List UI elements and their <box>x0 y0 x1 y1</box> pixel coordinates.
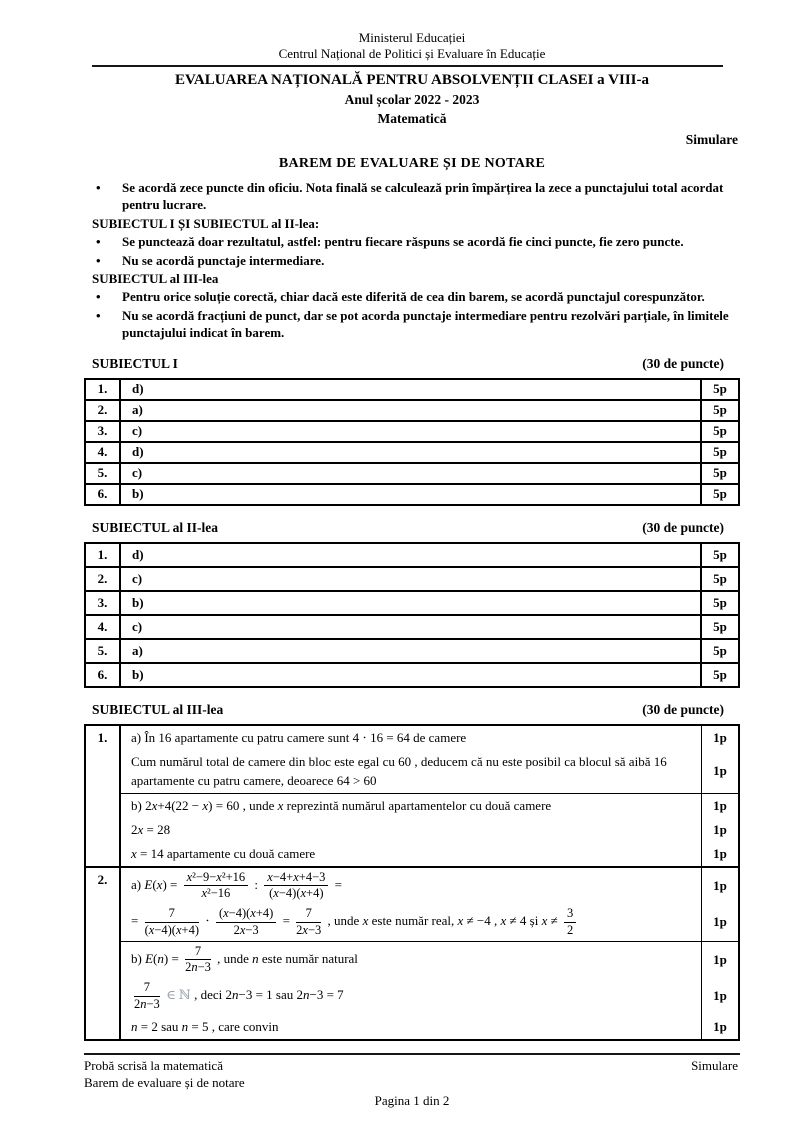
row-points: 5p <box>700 485 738 504</box>
footer-divider <box>84 1053 740 1055</box>
row-answer: a) <box>132 402 143 418</box>
solution-line <box>121 750 738 793</box>
row-number: 2. <box>86 401 121 420</box>
row-points: 5p <box>700 640 738 662</box>
points-cell: 1p <box>701 942 738 979</box>
fraction-numerator: 7 <box>296 907 321 923</box>
subiect2-table <box>84 542 740 688</box>
rule-text: Se acordă zece puncte din oficiu. Nota finală se calculează prin împărțirea la zece a punctajului total acordat pentru lucrare. <box>122 180 724 213</box>
footer-row <box>84 1058 740 1092</box>
bullet-icon: • <box>96 252 101 268</box>
fraction-numerator: 7 <box>134 981 160 997</box>
school-year: Anul școlar 2022 - 2023 <box>344 92 480 107</box>
footer-doc-name: Barem de evaluare și de notare <box>84 1074 245 1090</box>
subiect2-title: SUBIECTUL al II-lea <box>92 519 219 535</box>
fraction <box>182 944 214 977</box>
fraction-denominator: 2n−3 <box>134 996 160 1011</box>
subiect1-points-total: (30 de puncte) <box>642 355 724 371</box>
solution-line <box>121 942 738 979</box>
document-footer <box>84 1053 740 1110</box>
subiect3-points-total: (30 de puncte) <box>642 701 724 717</box>
row-points: 5p <box>700 401 738 420</box>
solution-content: b) E(n) = $\frac{7}{2n-3}$ , unde n este număr natural <box>131 943 358 975</box>
subiect2-heading <box>92 520 740 536</box>
center-name: Centrul Național de Politici și Evaluare în Educație <box>278 46 546 61</box>
subiect1-title: SUBIECTUL I <box>92 355 178 371</box>
solution-content: b) 2x+4(22 − x) = 60 , unde x reprezintă numărul apartamentelor cu două camere <box>131 797 552 813</box>
row-body <box>121 726 738 866</box>
fraction-denominator: 2x−3 <box>233 922 259 937</box>
points-cell: 1p <box>701 868 738 905</box>
row-points: 5p <box>700 592 738 614</box>
row-points: 5p <box>700 422 738 441</box>
fraction-numerator: x²−9−x²+16 <box>184 871 249 887</box>
row-answer: c) <box>132 423 143 439</box>
points-cell: 1p <box>701 904 738 941</box>
table-row <box>86 662 738 686</box>
points-cell: 1p <box>701 818 738 842</box>
points-cell: 1p <box>701 726 738 750</box>
points-cell: 1p <box>701 1015 738 1039</box>
ministry-name: Ministerul Educației <box>358 30 466 45</box>
fraction-numerator: 7 <box>145 907 199 923</box>
fraction <box>261 870 331 903</box>
subiect2-points-total: (30 de puncte) <box>642 519 724 535</box>
bullet-icon: • <box>96 180 101 195</box>
fraction-denominator: (x−4)(x+4) <box>269 886 324 901</box>
points-cell: 1p <box>701 842 738 866</box>
footer-exam-type: Simulare <box>691 1057 738 1073</box>
document-header <box>84 30 740 172</box>
row-answer: b) <box>132 486 144 502</box>
row-points: 5p <box>700 568 738 590</box>
solution-block <box>121 726 738 793</box>
rules-subheading: SUBIECTUL I ȘI SUBIECTUL al II-lea: <box>92 215 320 231</box>
row-points: 5p <box>700 616 738 638</box>
row-answer: b) <box>132 594 144 610</box>
row-number: 2. <box>86 868 121 1039</box>
row-number: 6. <box>86 485 121 504</box>
subiect1-heading <box>92 356 740 372</box>
exam-title: EVALUAREA NAȚIONALĂ PENTRU ABSOLVENȚII CLASEI a VIII-a <box>174 72 650 88</box>
fraction-numerator: x−4+x+4−3 <box>264 871 328 887</box>
row-number: 6. <box>86 664 121 686</box>
bullet-icon: • <box>96 234 101 250</box>
solution-content: n = 2 sau n = 5 , care convin <box>131 1018 279 1034</box>
solution-content: a) E(x) = $\frac{\text{x²−9−x²+16}}{\text{x²−16}}$ : $\frac{x-4+x+4-3}{(x-4)(x+4)}$ = <box>131 869 342 901</box>
table-row <box>86 544 738 566</box>
table-row <box>86 420 738 441</box>
footer-left <box>84 1058 245 1092</box>
rule-text: Nu se acordă punctaje intermediare. <box>122 252 325 268</box>
subiect1-table <box>84 378 740 506</box>
row-number: 1. <box>86 380 121 399</box>
table-row <box>86 638 738 662</box>
row-points: 5p <box>700 380 738 399</box>
row-number: 3. <box>86 422 121 441</box>
row-points: 5p <box>700 443 738 462</box>
table-row <box>86 380 738 399</box>
page-number: Pagina 1 din 2 <box>374 1093 450 1109</box>
fraction-denominator: 2 <box>567 922 574 937</box>
row-answer: a) <box>132 642 143 658</box>
row-points: 5p <box>700 544 738 566</box>
table-row <box>86 399 738 420</box>
row-number: 1. <box>86 544 121 566</box>
points-cell: 1p <box>701 750 738 793</box>
table-row <box>86 566 738 590</box>
fraction <box>142 906 202 939</box>
table-row <box>86 726 738 866</box>
row-number: 5. <box>86 640 121 662</box>
subiect3-title: SUBIECTUL al III-lea <box>92 701 224 717</box>
natural-numbers-symbol: ∈ ℕ <box>162 987 191 1003</box>
fraction-denominator: x²−16 <box>201 886 231 901</box>
solution-line <box>121 818 738 842</box>
rule-bullet-item <box>84 307 740 342</box>
solution-line <box>121 842 738 866</box>
rule-bullet-item <box>84 179 740 214</box>
footer-exam-name: Probă scrisă la matematică <box>84 1057 223 1073</box>
fraction <box>293 906 324 939</box>
rules-subheading: SUBIECTUL al III-lea <box>92 271 219 287</box>
row-answer: b) <box>132 666 144 682</box>
rule-bullet-item <box>84 252 740 269</box>
row-number: 1. <box>86 726 121 866</box>
header-divider <box>92 65 723 67</box>
solution-line <box>121 978 738 1015</box>
points-cell: 1p <box>701 794 738 818</box>
rule-text: Se punctează doar rezultatul, astfel: pentru fiecare răspuns se acordă fie cinci puncte, fie zero puncte. <box>122 234 684 250</box>
row-number: 5. <box>86 464 121 483</box>
subiect3-table <box>84 724 740 1041</box>
document-title: BAREM DE EVALUARE ȘI DE NOTARE <box>278 156 546 171</box>
table-row <box>86 483 738 504</box>
fraction <box>561 906 579 939</box>
row-answer: c) <box>132 465 143 481</box>
table-row <box>86 614 738 638</box>
rule-bullet-item <box>84 288 740 305</box>
solution-block <box>121 793 738 866</box>
solution-line <box>121 794 738 818</box>
row-number: 3. <box>86 592 121 614</box>
fraction-numerator: (x−4)(x+4) <box>216 907 276 923</box>
solution-content: = $\frac{7}{(x-4)(x+4)}$ ⋅ $\frac{(x-4)(x+4)}{2x-3}$ = $\frac{7}{2x-3}$ , unde x este număr real, x ≠ −4 , x ≠ 4 și x ≠ $\frac{3}{2}$ <box>121 904 701 941</box>
row-points: 5p <box>700 464 738 483</box>
row-points: 5p <box>700 664 738 686</box>
subject-name: Matematică <box>377 111 447 126</box>
subiect3-heading <box>92 702 740 718</box>
table-row <box>86 866 738 1039</box>
solution-line <box>121 904 738 941</box>
rule-text: Pentru orice soluție corectă, chiar dacă este diferită de cea din barem, se acordă punctajul corespunzător. <box>122 289 705 305</box>
points-cell: 1p <box>701 978 738 1015</box>
fraction-denominator: 2n−3 <box>185 960 211 975</box>
solution-line <box>121 1015 738 1039</box>
bullet-icon: • <box>96 289 101 305</box>
rule-text: Nu se acordă fracțiuni de punct, dar se pot acorda punctaje intermediare pentru rezolvări parțiale, în limitele punctajului indicat în barem. <box>122 307 729 341</box>
row-number: 2. <box>86 568 121 590</box>
solution-block <box>121 868 738 941</box>
bullet-icon: • <box>96 307 101 323</box>
fraction <box>131 980 163 1013</box>
fraction-denominator: (x−4)(x+4) <box>144 922 199 937</box>
row-answer: c) <box>132 570 143 586</box>
solution-content: Cum numărul total de camere din bloc este egal cu 60 , deducem că nu este posibil ca blocul să aibă 16 apartamente cu patru camere, deoarece 64 > 60 <box>131 753 667 789</box>
solution-block <box>121 941 738 1039</box>
row-body <box>121 868 738 1039</box>
row-answer: d) <box>132 381 144 397</box>
rule-bullet-item <box>84 233 740 250</box>
fraction <box>181 870 252 903</box>
solution-content: $\frac{7}{2n-3}$ ∈ ℕ , deci 2n−3 = 1 sau 2n−3 = 7 <box>121 978 701 1015</box>
row-answer: d) <box>132 546 144 562</box>
solution-content: 2x = 28 <box>131 821 171 837</box>
solution-content: a) În 16 apartamente cu patru camere sunt 4 ⋅ 16 = 64 de camere <box>131 729 467 745</box>
fraction <box>213 906 279 939</box>
solution-line <box>121 726 738 750</box>
table-row <box>86 462 738 483</box>
fraction-numerator: 7 <box>185 945 211 961</box>
solution-line <box>121 868 738 905</box>
row-number: 4. <box>86 443 121 462</box>
fraction-numerator: 3 <box>564 907 576 923</box>
row-number: 4. <box>86 616 121 638</box>
solution-content: x = 14 apartamente cu două camere <box>131 845 316 861</box>
row-answer: d) <box>132 444 144 460</box>
fraction-denominator: 2x−3 <box>296 922 322 937</box>
table-row <box>86 590 738 614</box>
grading-rules <box>84 179 740 342</box>
row-answer: c) <box>132 618 143 634</box>
table-row <box>86 441 738 462</box>
exam-type-label: Simulare <box>685 132 738 147</box>
